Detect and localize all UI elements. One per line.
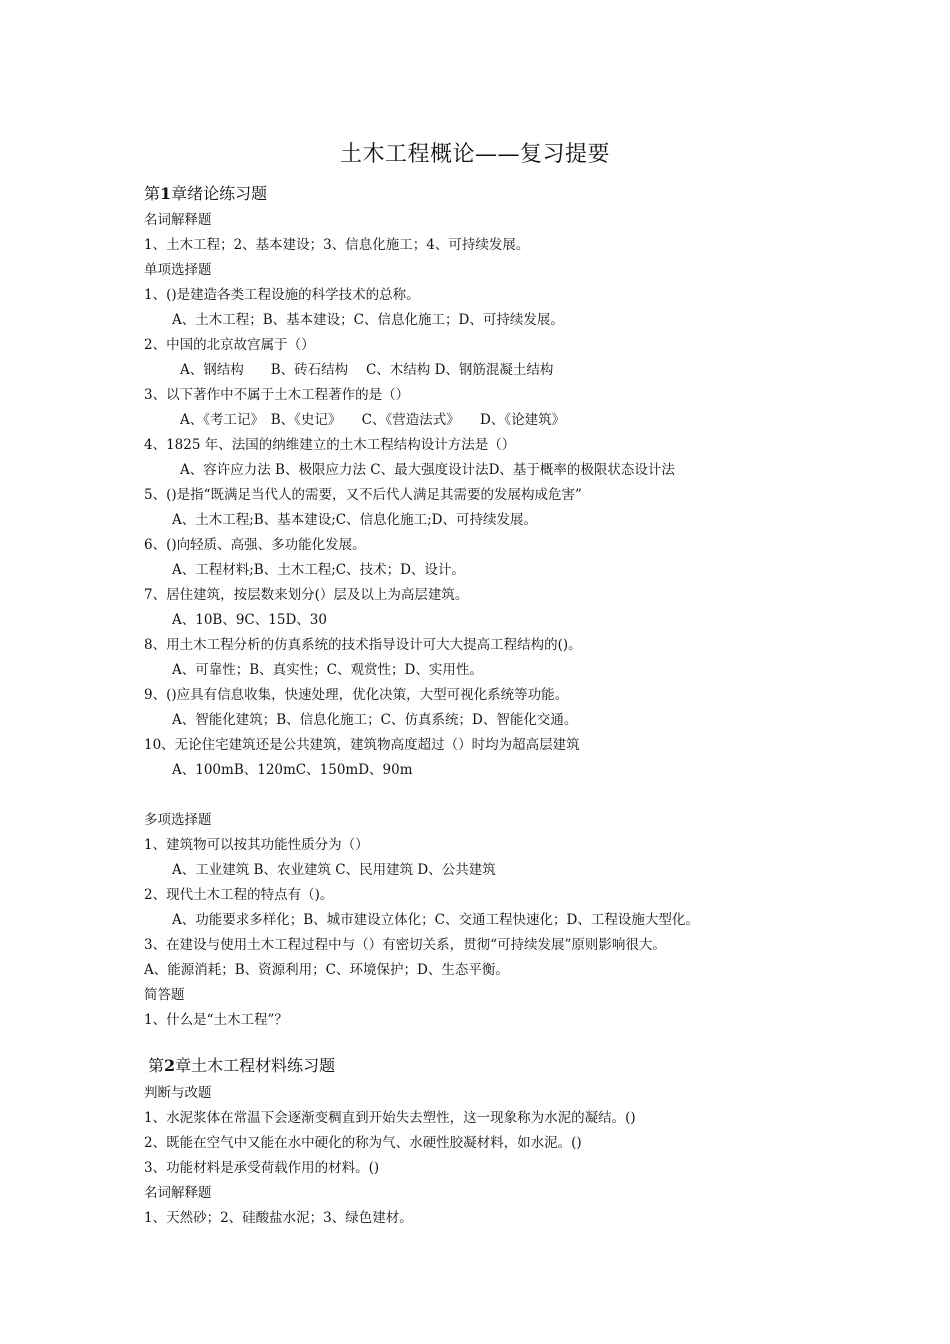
document-title: 土木工程概论——复习提要 — [339, 142, 610, 167]
question-4: 4、1825 年、法国的纳维建立的土木工程结构设计方法是（） — [144, 437, 516, 453]
question-10-options: A、100mB、120mC、150mD、90m — [172, 762, 413, 778]
section-multi-choice: 多项选择题 — [144, 812, 212, 828]
question-9-options: A、智能化建筑；B、信息化施工；C、仿真系统；D、智能化交通。 — [172, 712, 578, 728]
question-4-options: A、容许应力法 B、极限应力法 C、最大强度设计法D、基于概率的极限状态设计法 — [180, 462, 675, 478]
question-2: 2、中国的北京故宫属于（） — [144, 337, 315, 353]
question-8: 8、用土木工程分析的仿真系统的技术指导设计可大大提高工程结构的()。 — [144, 637, 582, 653]
question-5-options: A、土木工程;B、基本建设;C、信息化施工;D、可持续发展。 — [172, 512, 537, 528]
section-judge: 判断与改题 — [144, 1085, 212, 1101]
section-terms: 名词解释题 — [144, 212, 212, 228]
question-3-options: A、《考工记》 B、《史记》 C、《营造法式》 D、《论建筑》 — [180, 412, 566, 428]
judge-question-2: 2、既能在空气中又能在水中硬化的称为气、水硬性胶凝材料，如水泥。() — [144, 1135, 582, 1151]
multi-question-1: 1、建筑物可以按其功能性质分为（） — [144, 837, 369, 853]
chapter-2-heading: 第2章土木工程材料练习题 — [148, 1056, 336, 1075]
section-terms-ch2: 名词解释题 — [144, 1185, 212, 1201]
question-1-options: A、土木工程；B、基本建设；C、信息化施工；D、可持续发展。 — [172, 312, 564, 328]
multi-question-1-options: A、工业建筑 B、农业建筑 C、民用建筑 D、公共建筑 — [172, 862, 496, 878]
chapter-1-heading: 第1章绪论练习题 — [144, 184, 268, 203]
judge-question-3: 3、功能材料是承受荷载作用的材料。() — [144, 1160, 380, 1176]
terms-list-ch2: 1、天然砂；2、硅酸盐水泥；3、绿色建材。 — [144, 1210, 413, 1226]
question-2-options: A、钢结构 B、砖石结构 C、木结构 D、钢筋混凝土结构 — [180, 362, 554, 378]
multi-question-2-options: A、功能要求多样化；B、城市建设立体化；C、交通工程快速化；D、工程设施大型化。 — [172, 912, 699, 928]
question-8-options: A、可靠性；B、真实性；C、观赏性；D、实用性。 — [172, 662, 483, 678]
multi-question-3-options: A、能源消耗；B、资源利用；C、环境保护；D、生态平衡。 — [144, 962, 509, 978]
question-6: 6、()向轻质、高强、多功能化发展。 — [144, 537, 366, 553]
multi-question-3: 3、在建设与使用土木工程过程中与（）有密切关系，贯彻“可持续发展”原则影响很大。 — [144, 937, 666, 953]
question-10: 10、无论住宅建筑还是公共建筑，建筑物高度超过（）时均为超高层建筑 — [144, 737, 580, 753]
multi-question-2: 2、现代土木工程的特点有（)。 — [144, 887, 334, 903]
question-7-options: A、10B、9C、15D、30 — [172, 612, 327, 628]
question-6-options: A、工程材料;B、土木工程;C、技术；D、设计。 — [172, 562, 465, 578]
terms-list: 1、土木工程；2、基本建设；3、信息化施工；4、可持续发展。 — [144, 237, 530, 253]
section-short-answer: 简答题 — [144, 987, 185, 1003]
question-9: 9、()应具有信息收集，快速处理，优化决策，大型可视化系统等功能。 — [144, 687, 569, 703]
question-3: 3、以下著作中不属于土木工程著作的是（） — [144, 387, 410, 403]
question-5: 5、()是指“既满足当代人的需要，又不后代人满足其需要的发展构成危害” — [144, 487, 582, 503]
question-7: 7、居住建筑，按层数来划分(）层及以上为高层建筑。 — [144, 587, 469, 603]
short-question-1: 1、什么是“土木工程”？ — [144, 1012, 288, 1028]
section-single-choice: 单项选择题 — [144, 262, 212, 278]
question-1: 1、()是建造各类工程设施的科学技术的总称。 — [144, 287, 420, 303]
judge-question-1: 1、水泥浆体在常温下会逐渐变稠直到开始失去塑性，这一现象称为水泥的凝结。() — [144, 1110, 636, 1126]
